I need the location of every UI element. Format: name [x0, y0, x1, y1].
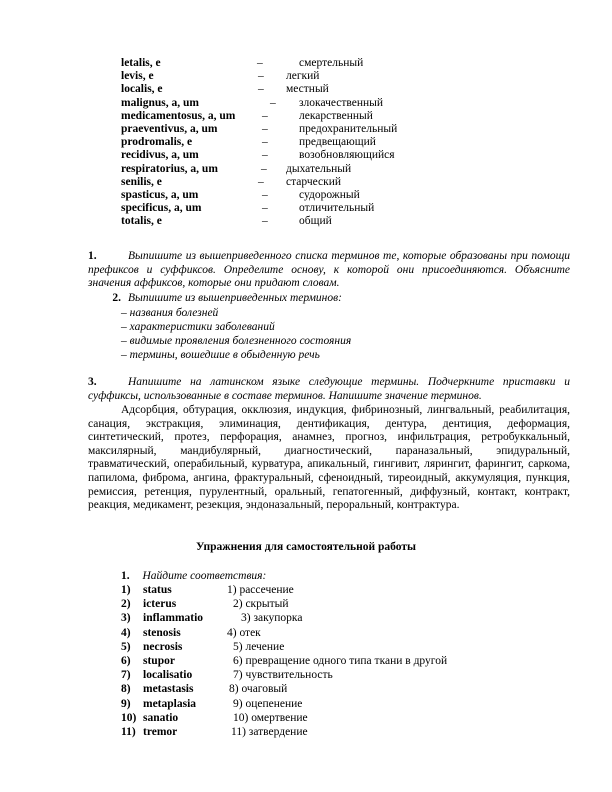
- latin-term: respiratorius, a, um: [121, 162, 218, 175]
- latin-term: localis, e: [121, 83, 163, 96]
- row-number: 1): [121, 584, 131, 596]
- translation: предвещающий: [299, 136, 376, 149]
- translation: судорожный: [299, 188, 360, 201]
- latin-term: metaplasia: [143, 697, 197, 710]
- match-row: [121, 597, 521, 611]
- task-bullet: – видимые проявления болезненного состояния: [121, 335, 352, 347]
- vocab-row: [121, 136, 501, 149]
- task-number: 1.: [88, 250, 97, 262]
- latin-term: necrosis: [143, 640, 183, 653]
- russian-meaning: 7) чувствительность: [233, 669, 333, 682]
- match-row: [121, 725, 521, 739]
- vocab-row: [121, 83, 501, 96]
- translation: отличительный: [299, 202, 375, 215]
- latin-term: medicamentosus, a, um: [121, 109, 236, 122]
- translation: легкий: [286, 70, 320, 83]
- translation: дыхательный: [286, 162, 352, 175]
- match-row: [121, 640, 521, 654]
- dash: –: [262, 188, 268, 201]
- latin-term: status: [143, 584, 172, 596]
- translation: общий: [299, 215, 332, 228]
- match-row: [121, 611, 521, 625]
- dash: –: [262, 149, 268, 162]
- russian-meaning: 3) закупорка: [241, 612, 303, 625]
- row-number: 4): [121, 626, 131, 639]
- task-1: [88, 250, 570, 291]
- latin-term: spasticus, a, um: [121, 188, 199, 201]
- russian-meaning: 6) превращение одного типа ткани в другой: [233, 654, 448, 667]
- vocab-row: [121, 97, 501, 110]
- translation: смертельный: [299, 57, 364, 69]
- dash: –: [262, 136, 268, 149]
- task-text: Найдите соответствия:: [142, 570, 267, 582]
- russian-meaning: 2) скрытый: [233, 598, 289, 611]
- row-number: 2): [121, 598, 131, 611]
- row-number: 9): [121, 697, 131, 710]
- translation: предохранительный: [299, 122, 398, 135]
- russian-meaning: 9) оцепенение: [233, 697, 303, 710]
- match-task-title: [121, 570, 266, 582]
- task-number: 1.: [121, 570, 130, 582]
- match-row: [121, 654, 521, 668]
- latin-term: localisatio: [143, 669, 193, 682]
- latin-term: icterus: [143, 598, 177, 611]
- dash: –: [258, 83, 264, 96]
- row-number: 8): [121, 683, 131, 696]
- russian-meaning: 8) очаговый: [229, 683, 288, 696]
- latin-term: prodromalis, e: [121, 136, 193, 149]
- russian-meaning: 11) затвердение: [231, 725, 308, 738]
- vocab-row: [121, 189, 501, 202]
- dash: –: [262, 122, 268, 135]
- translation: местный: [286, 83, 329, 96]
- terms-paragraph: Адсорбция, обтурация, окклюзия, индукция, фибринозный, лингвальный, реабилитация, санация, экстракция, элиминация, дентификация, дентура, дентиция, деформация, синтетический, протез, перфорация, анамнез, прогноз, инфильтрация, ретробуккальный, максилярный, мандибулярный, диагностический, параназальный, эпидуральный, травматический, операбильный, курватура, апикальный, гингивит, лярингит, фарингит, саркома, папилома, фиброма, ангина, фрактуральный, сфеноидный, тиреоидный, аккумуляция, пункция, ремиссия, ретенция, пурулентный, оральный, гепатогенный, диффузный, контакт, контракт, реакция, медикамент, резекция, эндоназальный, пероральный, контрактура.: [88, 404, 570, 512]
- row-number: 6): [121, 654, 131, 667]
- vocab-row: [121, 215, 501, 228]
- latin-term: recidivus, a, um: [121, 149, 199, 162]
- row-number: 5): [121, 640, 131, 653]
- task-3: [88, 376, 570, 403]
- section-heading: Упражнения для самостоятельной работы: [196, 541, 416, 553]
- row-number: 10): [121, 711, 137, 724]
- match-row: [121, 711, 521, 725]
- vocab-row: [121, 57, 501, 70]
- russian-meaning: 1) рассечение: [227, 584, 294, 596]
- translation: злокачественный: [299, 96, 384, 109]
- latin-term: stenosis: [143, 626, 181, 639]
- vocab-row: [121, 149, 501, 162]
- row-number: 3): [121, 612, 131, 625]
- row-number: 11): [121, 725, 136, 738]
- latin-term: tremor: [143, 725, 178, 738]
- dash: –: [262, 109, 268, 122]
- latin-term: totalis, e: [121, 215, 162, 228]
- dash: –: [262, 202, 268, 215]
- latin-term: levis, e: [121, 70, 154, 83]
- vocab-row: [121, 202, 501, 215]
- vocab-row: [121, 70, 501, 83]
- dash: –: [258, 70, 264, 83]
- match-row: [121, 583, 521, 597]
- latin-term: stupor: [143, 654, 175, 667]
- vocab-row: [121, 110, 501, 123]
- task-bullet: – термины, вошедшие в обыденную речь: [121, 349, 320, 361]
- task-2: [88, 292, 570, 306]
- task-text: Выпишите из вышеприведенного списка терминов те, которые образованы при помощи префиксов и суффиксов. Определите основу, к которой они присоединяются. Объясните значения аффиксов, которые они придают словам.: [88, 250, 570, 290]
- vocab-row: [121, 123, 501, 136]
- latin-term: metastasis: [143, 683, 194, 696]
- task-text: Напишите на латинском языке следующие термины. Подчеркните приставки и суффиксы, использованные в составе терминов. Напишите значение терминов.: [88, 376, 570, 402]
- task-bullet: – названия болезней: [121, 307, 219, 319]
- match-row: [121, 697, 521, 711]
- russian-meaning: 5) лечение: [233, 640, 285, 653]
- task-bullet: – характеристики заболеваний: [121, 321, 275, 333]
- translation: лекарственный: [299, 109, 373, 122]
- latin-term: letalis, e: [121, 57, 161, 69]
- russian-meaning: 4) отек: [227, 626, 261, 639]
- russian-meaning: 10) омертвение: [233, 711, 308, 724]
- latin-term: senilis, e: [121, 175, 162, 188]
- vocabulary-list: [121, 57, 501, 228]
- latin-term: malignus, a, um: [121, 96, 199, 109]
- row-number: 7): [121, 669, 131, 682]
- matching-list: [121, 583, 521, 739]
- task-number: 3.: [88, 376, 97, 388]
- vocab-row: [121, 163, 501, 176]
- match-row: [121, 626, 521, 640]
- latin-term: sanatio: [143, 711, 179, 724]
- latin-term: specificus, a, um: [121, 202, 202, 215]
- latin-term: praeventivus, a, um: [121, 122, 218, 135]
- translation: старческий: [286, 175, 342, 188]
- dash: –: [258, 175, 264, 188]
- dash: –: [262, 215, 268, 228]
- task-number: 2.: [112, 292, 121, 304]
- task-text: Выпишите из вышеприведенных терминов:: [128, 292, 342, 304]
- dash: –: [261, 162, 267, 175]
- latin-term: inflammatio: [143, 612, 204, 625]
- match-row: [121, 668, 521, 682]
- dash: –: [270, 96, 276, 109]
- translation: возобновляющийся: [299, 149, 395, 162]
- dash: –: [257, 57, 263, 69]
- vocab-row: [121, 176, 501, 189]
- match-row: [121, 682, 521, 696]
